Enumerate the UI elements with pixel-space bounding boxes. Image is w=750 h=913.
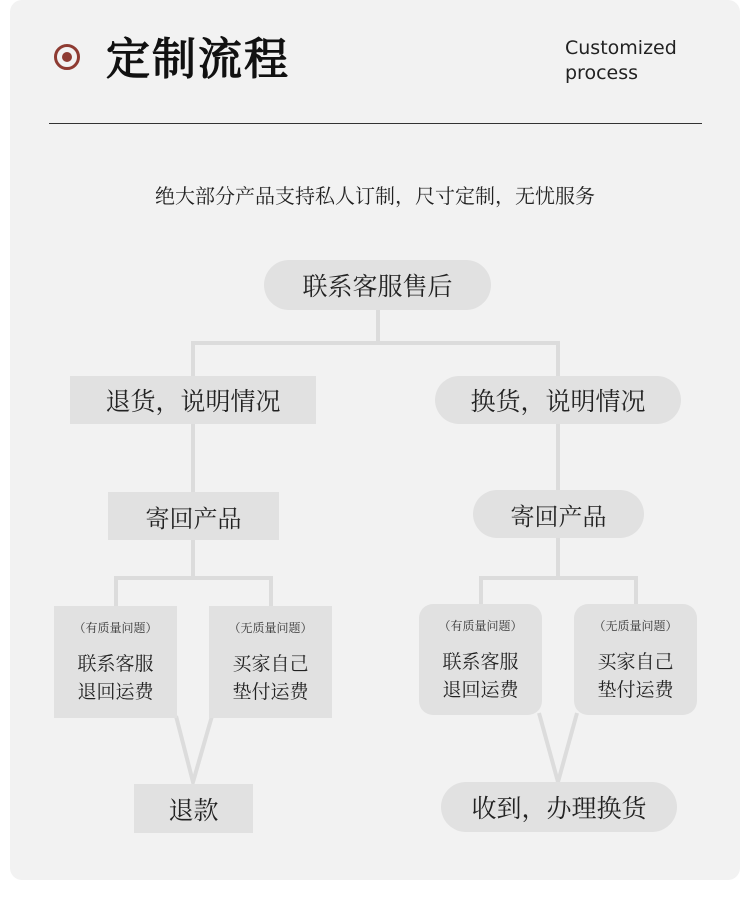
page-title: 定制流程 <box>106 34 290 85</box>
node-contact-support: 联系客服售后 <box>264 260 491 310</box>
box-line-1: 买家自己 <box>597 651 674 673</box>
connector-right-split <box>481 578 636 604</box>
page-subtitle <box>565 36 677 86</box>
box-note: （有质量问题） <box>73 621 158 635</box>
subtitle-line-1: Customized <box>565 37 677 59</box>
box-note: （无质量问题） <box>593 619 678 633</box>
box-note: （无质量问题） <box>228 621 313 635</box>
box-line-1: 买家自己 <box>232 653 309 675</box>
connector-left-merge <box>176 716 212 782</box>
intro-text: 绝大部分产品支持私人订制，尺寸定制，无忧服务 <box>155 184 595 208</box>
box-line-1: 联系客服 <box>77 653 154 675</box>
left-box-no-quality-issue <box>209 606 332 718</box>
connector-right-merge <box>539 713 577 782</box>
node-right-send-back: 寄回产品 <box>473 490 644 538</box>
node-exchange-explain: 换货，说明情况 <box>435 376 681 424</box>
node-receive-exchange: 收到，办理换货 <box>441 782 677 832</box>
box-note: （有质量问题） <box>438 619 523 633</box>
box-line-2: 垫付运费 <box>232 681 309 703</box>
subtitle-line-2: process <box>565 62 639 84</box>
left-box-quality-issue <box>54 606 177 718</box>
right-box-quality-issue <box>419 604 542 715</box>
node-left-send-back: 寄回产品 <box>108 492 279 540</box>
record-icon <box>54 44 80 70</box>
box-line-2: 退回运费 <box>442 679 519 701</box>
right-box-no-quality-issue <box>574 604 697 715</box>
node-return-explain: 退货，说明情况 <box>70 376 316 424</box>
title-divider <box>49 123 702 124</box>
connector-split <box>193 343 558 376</box>
box-line-2: 垫付运费 <box>597 679 674 701</box>
box-line-2: 退回运费 <box>77 681 154 703</box>
box-line-1: 联系客服 <box>442 651 519 673</box>
connector-left-split <box>116 578 271 606</box>
node-refund: 退款 <box>134 784 253 833</box>
